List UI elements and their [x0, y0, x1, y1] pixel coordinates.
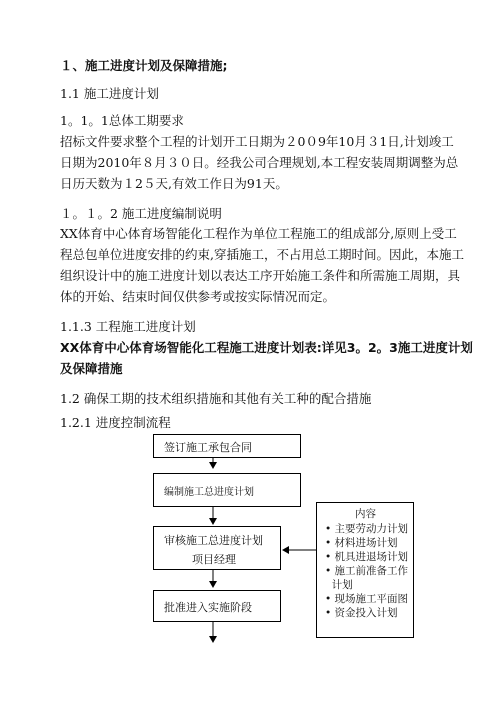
section-heading-1-1-3: 1.1.3 工程施工进度计划 — [60, 319, 196, 334]
paragraph-line: 日期为2010年８月３０日。经我公司合理规划,本工程安装周期调整为总 — [60, 155, 459, 170]
paragraph-line: 招标文件要求整个工程的计划开工日期为２0０9年10月３1日,计划竣工 — [60, 134, 454, 149]
section-heading-1-1-1: 1。1。1总体工期要求 — [60, 113, 184, 128]
section-heading-1-1: 1.1 施工进度计划 — [60, 86, 159, 101]
section-heading-1: １、施工进度计划及保障措施; — [60, 58, 228, 73]
flow-content-list-box — [316, 502, 414, 638]
flow-box-label: 审核施工总进度计划 — [164, 534, 263, 547]
side-box-item: • 施工前准备工作 — [325, 565, 409, 577]
flow-box-compile-schedule — [153, 473, 301, 507]
section-heading-1-2: 1.2 确保工期的技术组织措施和其他有关工种的配合措施 — [60, 391, 372, 406]
side-box-item: • 现场施工平面图 — [325, 593, 409, 605]
flow-box-label: 批准进入实施阶段 — [164, 601, 252, 614]
paragraph-line: 日历天数为１2５天,有效工作日为91天。 — [60, 176, 288, 191]
flow-box-label: 编制施工总进度计划 — [164, 487, 254, 498]
side-box-title: 内容 — [355, 508, 376, 520]
paragraph-line: XX体育中心体育场智能化工程作为单位工程施工的组成部分,原则上受工 — [60, 226, 457, 241]
paragraph-line: 体的开始、结束时间仅供参考或按实际情况而定。 — [60, 289, 336, 304]
flow-box-label: 签订施工承包合同 — [164, 441, 252, 454]
side-box-item: 计划 — [325, 579, 353, 591]
bold-paragraph-line: 及保障措施 — [60, 361, 123, 376]
flow-box-sign-contract — [153, 434, 301, 458]
section-heading-1-2-1: 1.2.1 进度控制流程 — [60, 415, 171, 430]
bold-paragraph-line: XX体育中心体育场智能化工程施工进度计划表:详见3。2。3施工进度计划 — [60, 340, 473, 355]
flow-box-review-schedule — [153, 526, 281, 570]
side-box-item: • 资金投入计划 — [325, 607, 398, 619]
paragraph-line: 程总包单位进度安排的约束,穿插施工，不占用总工期时间。因此，本施工 — [60, 247, 464, 262]
flow-box-label-2: 项目经理 — [192, 553, 236, 566]
flow-box-approve-implementation — [153, 590, 281, 622]
paragraph-line: 组织设计中的施工进度计划以表达工序开始施工条件和所需施工周期，具 — [60, 268, 461, 283]
side-box-item: • 主要劳动力计划 — [325, 523, 409, 535]
section-heading-1-1-2: １。１。2 施工进度编制说明 — [60, 206, 222, 221]
side-box-item: • 机具进退场计划 — [325, 551, 409, 563]
side-box-item: • 材料进场计划 — [325, 537, 398, 549]
